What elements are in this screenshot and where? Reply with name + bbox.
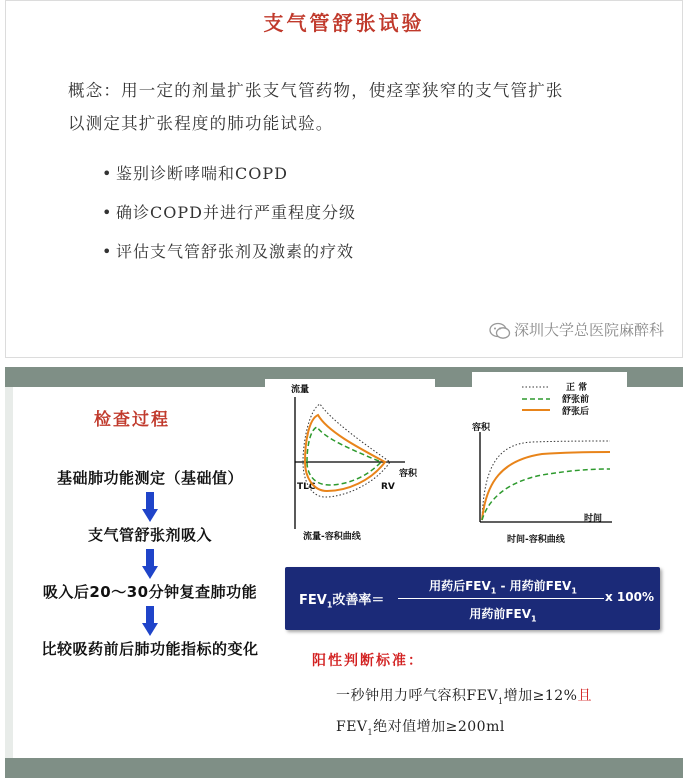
volume-time-chart <box>472 372 627 547</box>
wechat-icon <box>489 322 511 340</box>
procedure-title: 检查过程 <box>94 410 170 430</box>
formula-numerator: 用药后$FEV_1$ - 用药前$FEV_1$ <box>429 579 577 596</box>
y-axis-label: 流量 <box>291 385 310 395</box>
formula-left: $FEV_1$改善率＝ <box>299 593 385 610</box>
left-strip <box>5 387 13 758</box>
step-3: 吸入后20～30分钟复查肺功能 <box>42 583 258 601</box>
criteria-1: 一秒钟用力呼气容积$FEV_1$增加≥12%且 <box>336 688 592 706</box>
x-axis-label: 容积 <box>399 469 418 479</box>
footer-bar <box>5 758 683 778</box>
flow-volume-chart <box>265 379 435 544</box>
slide-title: 支气管舒张试验 <box>263 11 425 35</box>
step-2: 支气管舒张剂吸入 <box>87 526 212 544</box>
list-item <box>102 198 356 237</box>
watermark-text: 深圳大学总医院麻醉科 <box>513 321 664 339</box>
concept-text <box>68 74 638 140</box>
rv-label: RV <box>381 482 395 492</box>
y-axis-label: 容积 <box>472 423 491 433</box>
bullet-icon: • <box>102 242 113 261</box>
list-item <box>102 237 356 276</box>
x-axis-label: 时间 <box>584 514 603 524</box>
legend-before: 舒张前 <box>562 395 590 405</box>
criteria-title: 阳性判断标准： <box>312 653 424 669</box>
list-item <box>102 159 356 198</box>
chart-caption: 流量-容积曲线 <box>303 532 361 542</box>
formula-multiplier: x 100% <box>605 590 654 604</box>
fev1-formula-box <box>285 567 660 630</box>
slide-concept <box>5 0 683 358</box>
bullet-text: 评估支气管舒张剂及激素的疗效 <box>116 242 355 261</box>
concept-line-2: 以测定其扩张程度的肺功能试验。 <box>68 114 334 133</box>
bullet-text: 鉴别诊断哮喘和COPD <box>116 164 288 183</box>
criteria-2: $FEV_1$绝对值增加≥200ml <box>336 719 505 737</box>
bullet-list <box>102 159 356 276</box>
slide-procedure <box>0 367 690 782</box>
step-4: 比较吸药前后肺功能指标的变化 <box>41 640 259 658</box>
formula-denominator: 用药前$FEV_1$ <box>469 607 537 624</box>
down-arrow-icon <box>30 489 270 524</box>
bullet-text: 确诊COPD并进行严重程度分级 <box>116 203 356 222</box>
procedure-steps <box>30 467 270 660</box>
bullet-icon: • <box>102 203 113 222</box>
legend-normal: 正 常 <box>566 383 588 393</box>
legend-after: 舒张后 <box>562 407 590 417</box>
watermark <box>489 319 664 340</box>
down-arrow-icon <box>30 603 270 638</box>
down-arrow-icon <box>30 546 270 581</box>
step-1: 基础肺功能测定（基础值） <box>56 469 243 487</box>
bullet-icon: • <box>102 164 113 183</box>
chart-caption: 时间-容积曲线 <box>507 535 565 545</box>
fraction-line <box>398 598 604 599</box>
tlc-label: TLC <box>297 482 316 492</box>
concept-line-1: 概念：用一定的剂量扩张支气管药物，使痉挛狭窄的支气管扩张 <box>68 81 564 100</box>
